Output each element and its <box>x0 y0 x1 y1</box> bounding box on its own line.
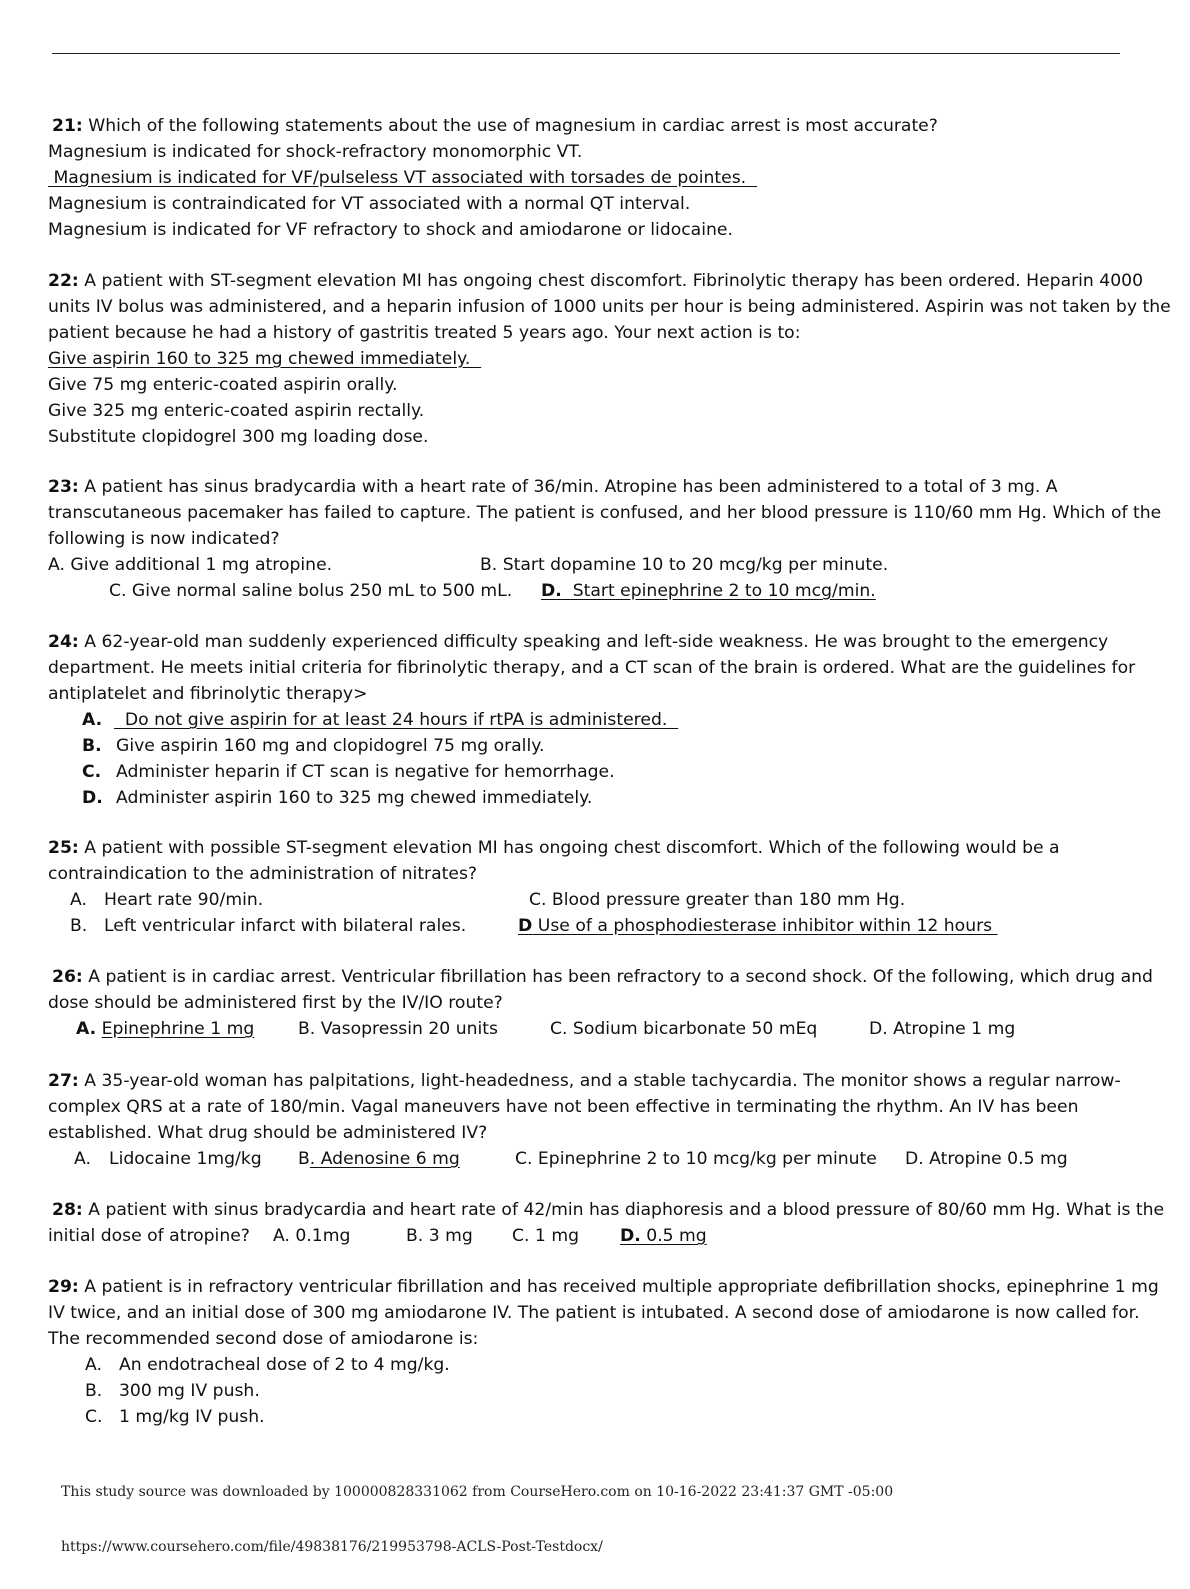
option-text: Administer heparin if CT scan is negative for hemorrhage. <box>116 762 615 782</box>
option-b: B. 3 mg <box>406 1226 473 1246</box>
option-text: 0.5 mg <box>640 1226 707 1246</box>
option-text: . Adenosine 6 mg <box>309 1149 460 1169</box>
option-text: Give aspirin 160 mg and clopidogrel 75 mg orally. <box>116 736 545 756</box>
option-d: D. Atropine 0.5 mg <box>905 1149 1068 1169</box>
option-a-correct <box>76 1016 254 1042</box>
question-22 <box>48 268 1171 450</box>
option-label: A. <box>74 1149 91 1169</box>
option-text: An endotracheal dose of 2 to 4 mg/kg. <box>119 1355 450 1375</box>
header-rule <box>52 53 1120 54</box>
question-stem: contraindication to the administration of nitrates? <box>48 864 478 884</box>
option-a-correct <box>48 707 1158 733</box>
question-number: 23: <box>48 477 79 497</box>
option-label: B <box>298 1149 310 1169</box>
option-b: B. Vasopressin 20 units <box>298 1019 498 1039</box>
question-28 <box>48 1197 1165 1249</box>
question-stem: established. What drug should be administered IV? <box>48 1123 488 1143</box>
option-label: B. <box>85 1381 103 1401</box>
question-29 <box>48 1274 1158 1430</box>
question-stem: patient because he had a history of gastritis treated 5 years ago. Your next action is to: <box>48 323 801 343</box>
option-text: 1 mg/kg IV push. <box>119 1407 265 1427</box>
option-c <box>48 1404 1158 1430</box>
option: Magnesium is indicated for shock-refractory monomorphic VT. <box>48 142 583 162</box>
option: Give 75 mg enteric-coated aspirin orally. <box>48 375 398 395</box>
question-number: 25: <box>48 838 79 858</box>
question-stem: A 35-year-old woman has palpitations, light-headedness, and a stable tachycardia. The monitor shows a regular narrow- <box>78 1071 1121 1091</box>
question-24 <box>48 629 1158 811</box>
question-stem: A patient is in cardiac arrest. Ventricular fibrillation has been refractory to a second shock. Of the following, which drug and <box>82 967 1153 987</box>
option-a: A. Give additional 1 mg atropine. <box>48 555 333 575</box>
option-d-correct <box>518 913 998 939</box>
option-a: A. 0.1mg <box>273 1226 351 1246</box>
option-label: A. <box>76 1019 97 1039</box>
question-stem: A patient with sinus bradycardia and heart rate of 42/min has diaphoresis and a blood pressure of 80/60 mm Hg. What is the <box>82 1200 1165 1220</box>
question-stem: Which of the following statements about the use of magnesium in cardiac arrest is most accurate? <box>82 116 938 136</box>
option-label: D. <box>82 788 103 808</box>
option: Magnesium is indicated for VF refractory to shock and amiodarone or lidocaine. <box>48 220 733 240</box>
question-stem: IV twice, and an initial dose of 300 mg amiodarone IV. The patient is intubated. A second dose of amiodarone is now called for. <box>48 1303 1140 1323</box>
question-stem: complex QRS at a rate of 180/min. Vagal maneuvers have not been effective in terminating the rhythm. An IV has been <box>48 1097 1079 1117</box>
option-label: B. <box>70 916 88 936</box>
option-b <box>48 733 1158 759</box>
option-c: C. Give normal saline bolus 250 mL to 500 mL. <box>109 581 513 601</box>
question-stem: A patient is in refractory ventricular fibrillation and has received multiple appropriate defibrillation shocks, epinephrine 1 mg <box>78 1277 1159 1297</box>
question-stem: following is now indicated? <box>48 529 280 549</box>
question-stem: initial dose of atropine? <box>48 1226 250 1246</box>
option-c <box>48 759 1158 785</box>
question-stem: The recommended second dose of amiodarone is: <box>48 1329 479 1349</box>
question-21 <box>48 113 1158 243</box>
question-number: 22: <box>48 271 79 291</box>
option-c: C. 1 mg <box>512 1226 579 1246</box>
question-stem: antiplatelet and fibrinolytic therapy> <box>48 684 368 704</box>
option-d <box>48 785 1158 811</box>
option-b: Left ventricular infarct with bilateral rales. <box>104 916 467 936</box>
option-a <box>48 1352 1158 1378</box>
option-label: A. <box>85 1355 102 1375</box>
option-label: A. <box>82 710 103 730</box>
option-d-correct <box>620 1223 707 1249</box>
source-url[interactable]: https://www.coursehero.com/file/49838176/219953798-ACLS-Post-Testdocx/ <box>61 1539 603 1555</box>
option: Substitute clopidogrel 300 mg loading dose. <box>48 427 429 447</box>
option-a: Lidocaine 1mg/kg <box>109 1149 262 1169</box>
question-number: 24: <box>48 632 79 652</box>
option-label: B. <box>82 736 102 756</box>
option-c: C. Epinephrine 2 to 10 mcg/kg per minute <box>515 1149 877 1169</box>
question-number: 21: <box>52 116 83 136</box>
question-stem: dose should be administered first by the IV/IO route? <box>48 993 503 1013</box>
option-text: Use of a phosphodiesterase inhibitor within 12 hours <box>532 916 998 936</box>
option-c: C. Sodium bicarbonate 50 mEq <box>550 1019 818 1039</box>
option-c: C. Blood pressure greater than 180 mm Hg. <box>529 890 906 910</box>
question-number: 26: <box>52 967 83 987</box>
option-text: 300 mg IV push. <box>119 1381 260 1401</box>
download-notice: This study source was downloaded by 100000828331062 from CourseHero.com on 10-16-2022 23:41:37 GMT -05:00 <box>61 1484 894 1500</box>
question-number: 27: <box>48 1071 79 1091</box>
option: Give 325 mg enteric-coated aspirin rectally. <box>48 401 425 421</box>
option-a: Heart rate 90/min. <box>104 890 264 910</box>
question-26 <box>48 964 1158 1042</box>
question-number: 28: <box>52 1200 83 1220</box>
question-23 <box>48 474 1162 604</box>
question-number: 29: <box>48 1277 79 1297</box>
option-label: C. <box>85 1407 103 1427</box>
option-label: D. <box>620 1226 641 1246</box>
question-27 <box>48 1068 1158 1172</box>
question-stem: A 62-year-old man suddenly experienced difficulty speaking and left-side weakness. He was brought to the emergency <box>78 632 1109 652</box>
option-text: Epinephrine 1 mg <box>101 1019 255 1039</box>
question-stem: transcutaneous pacemaker has failed to capture. The patient is confused, and her blood pressure is 110/60 mm Hg. Which of the <box>48 503 1162 523</box>
option-text: Start epinephrine 2 to 10 mcg/min. <box>561 581 876 601</box>
question-stem: A patient with possible ST-segment elevation MI has ongoing chest discomfort. Which of the following would be a <box>78 838 1060 858</box>
option-b-correct <box>298 1146 460 1172</box>
question-stem: units IV bolus was administered, and a heparin infusion of 1000 units per hour is being administered. Aspirin was not taken by the <box>48 297 1171 317</box>
option-label: C. <box>82 762 102 782</box>
option-d-correct <box>541 578 876 604</box>
option-d: D. Atropine 1 mg <box>869 1019 1016 1039</box>
option-label: D. <box>541 581 562 601</box>
option-correct: Magnesium is indicated for VF/pulseless VT associated with torsades de pointes. <box>48 168 758 188</box>
option-label: A. <box>70 890 87 910</box>
option-label: D <box>518 916 533 936</box>
option-b <box>48 1378 1158 1404</box>
question-stem: department. He meets initial criteria for fibrinolytic therapy, and a CT scan of the brain is ordered. What are the guidelines for <box>48 658 1136 678</box>
option: Magnesium is contraindicated for VT associated with a normal QT interval. <box>48 194 691 214</box>
option-correct: Give aspirin 160 to 325 mg chewed immediately. <box>48 349 482 369</box>
question-stem: A patient has sinus bradycardia with a heart rate of 36/min. Atropine has been administered to a total of 3 mg. A <box>78 477 1058 497</box>
option-b: B. Start dopamine 10 to 20 mcg/kg per minute. <box>480 555 889 575</box>
option-text: Do not give aspirin for at least 24 hours if rtPA is administered. <box>114 710 679 730</box>
option-text: Administer aspirin 160 to 325 mg chewed immediately. <box>116 788 593 808</box>
question-25 <box>48 835 1158 939</box>
question-stem: A patient with ST-segment elevation MI has ongoing chest discomfort. Fibrinolytic therapy has been ordered. Heparin 4000 <box>78 271 1144 291</box>
